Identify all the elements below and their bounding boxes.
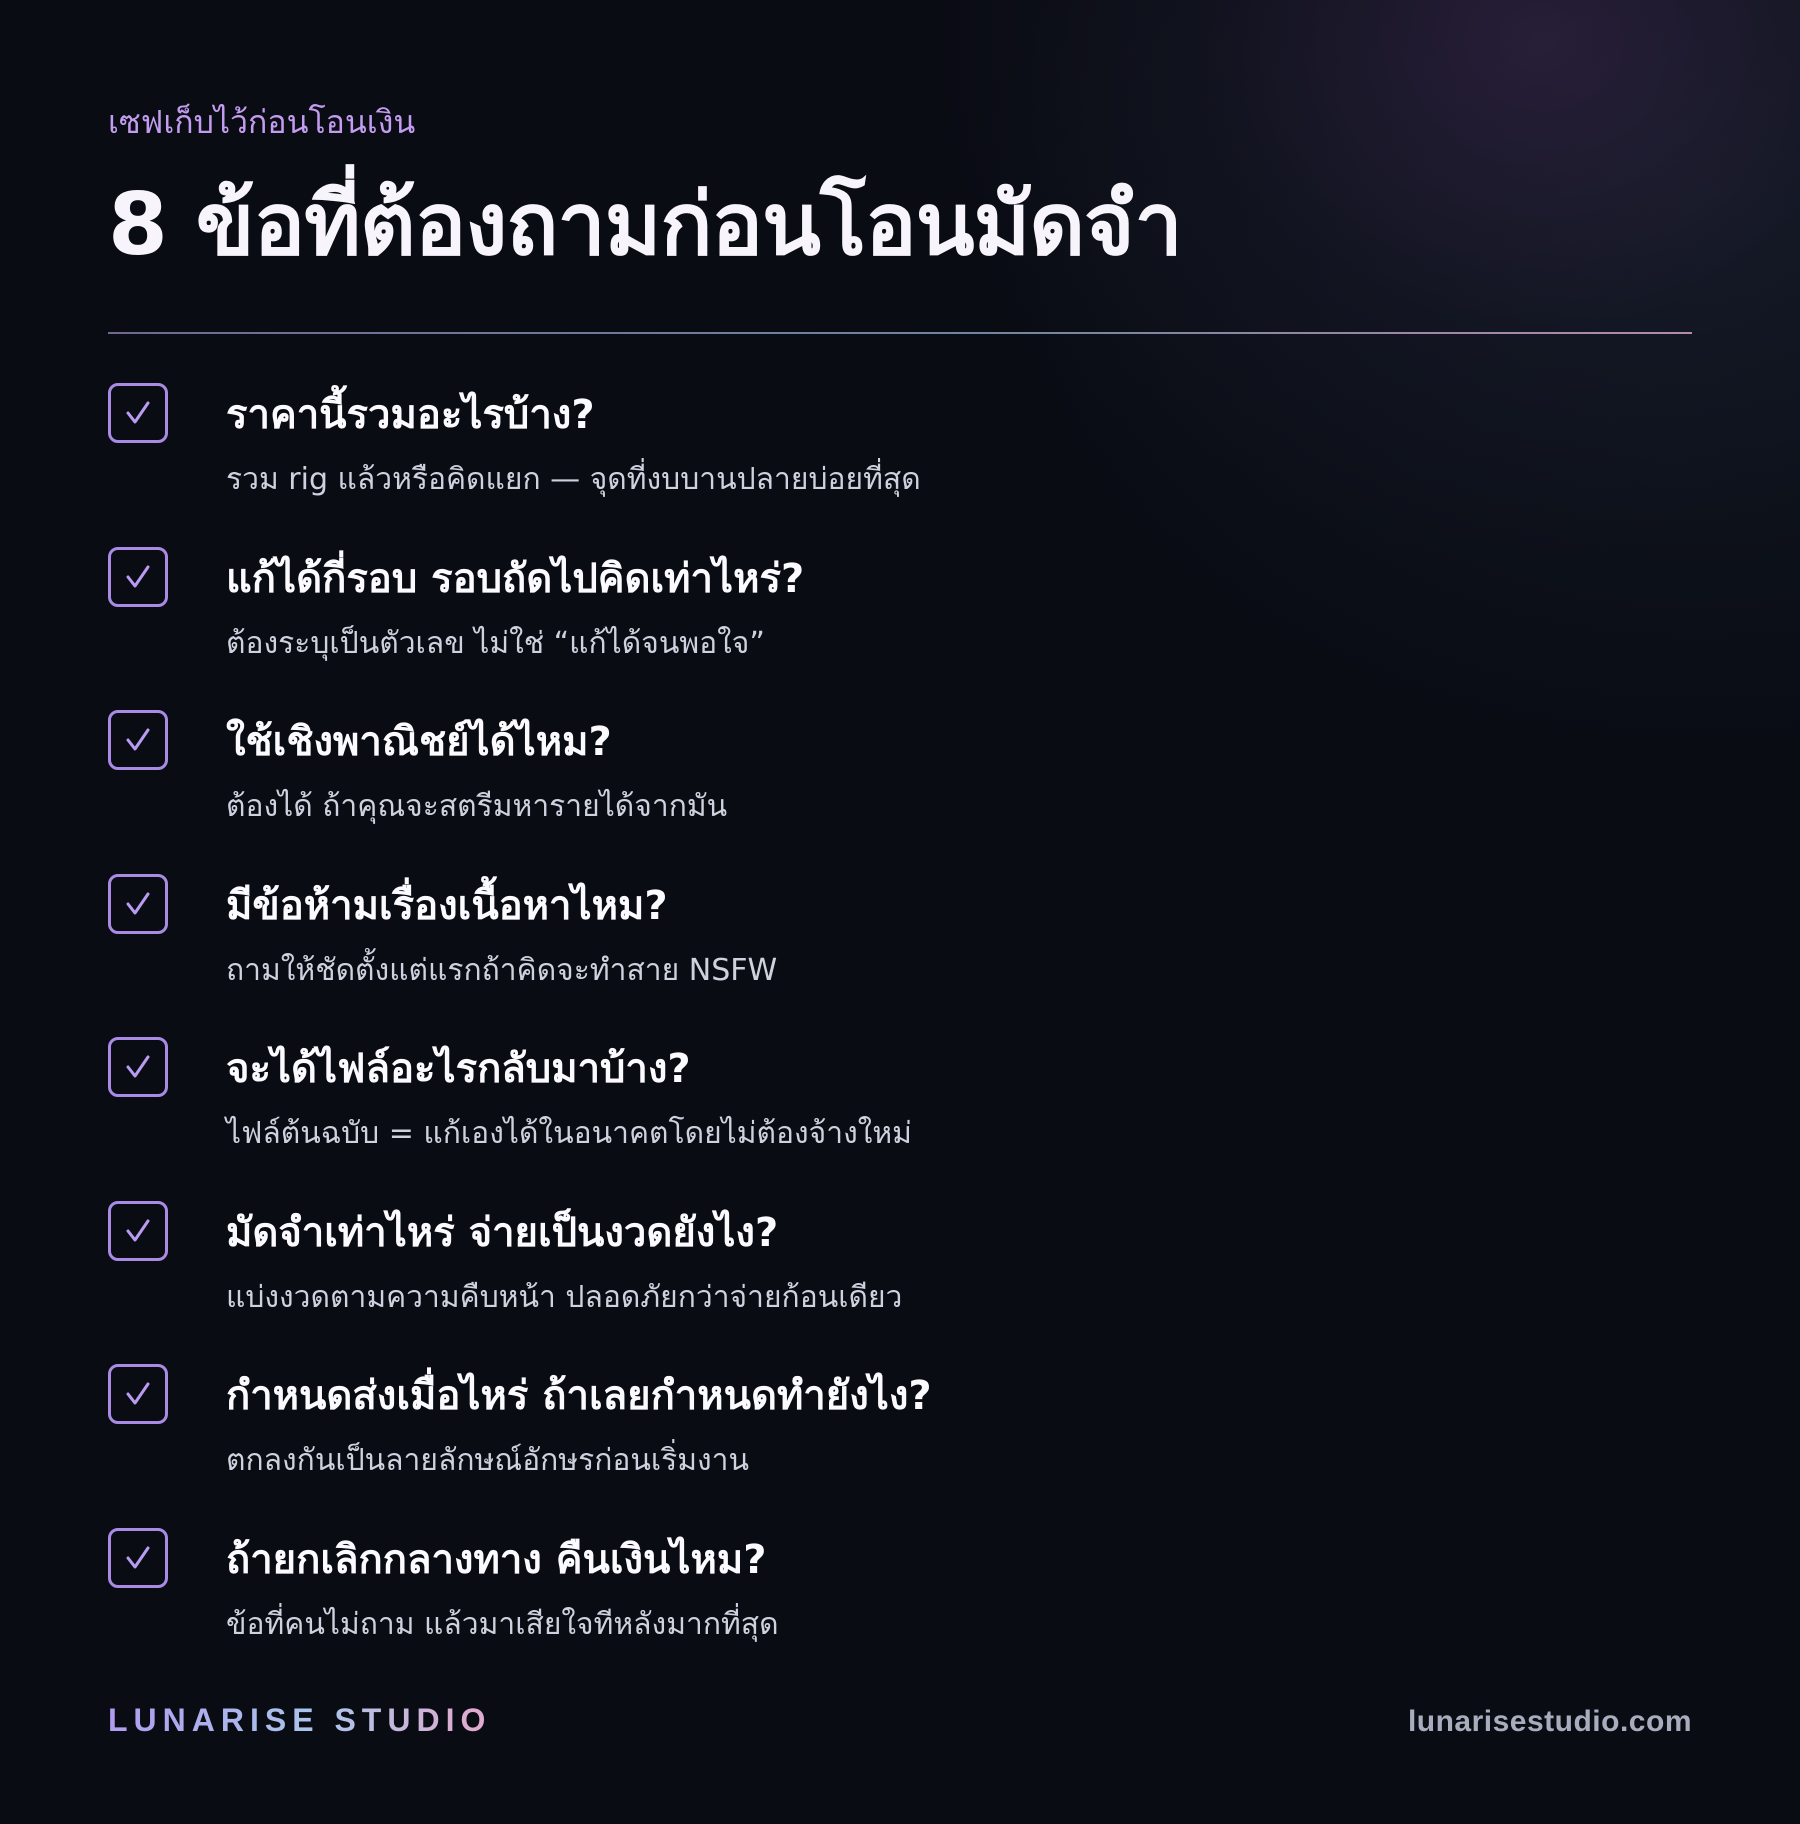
- checklist-item-title: แก้ได้กี่รอบ รอบถัดไปคิดเท่าไหร่?: [226, 555, 805, 602]
- checklist-item-title: ราคานี้รวมอะไรบ้าง?: [226, 392, 595, 438]
- check-icon: [108, 1037, 168, 1097]
- check-icon: [108, 383, 168, 443]
- brand-wordmark: LUNARISE STUDIO: [108, 1698, 491, 1742]
- eyebrow-text: เซฟเก็บไว้ก่อนโอนเงิน: [108, 103, 416, 141]
- checklist-item-description: ต้องระบุเป็นตัวเลข ไม่ใช่ “แก้ได้จนพอใจ”: [226, 625, 765, 661]
- checklist-item-title: มีข้อห้ามเรื่องเนื้อหาไหม?: [226, 882, 668, 929]
- check-icon: [108, 1201, 168, 1261]
- checklist-item-description: แบ่งงวดตามความคืบหน้า ปลอดภัยกว่าจ่ายก้อนเดียว: [226, 1279, 903, 1315]
- checklist-item-title: ถ้ายกเลิกกลางทาง คืนเงินไหม?: [226, 1536, 767, 1583]
- checklist-item-description: ตกลงกันเป็นลายลักษณ์อักษรก่อนเริ่มงาน: [226, 1443, 750, 1478]
- checklist-item-title: จะได้ไฟล์อะไรกลับมาบ้าง?: [226, 1046, 691, 1092]
- checklist-item-description: ถามให้ชัดตั้งแต่แรกถ้าคิดจะทำสาย NSFW: [226, 952, 778, 988]
- checklist-item-title: มัดจำเท่าไหร่ จ่ายเป็นงวดยังไง?: [226, 1209, 779, 1256]
- website-url: lunarisestudio.com: [1407, 1705, 1692, 1738]
- checklist-item-title: กำหนดส่งเมื่อไหร่ ถ้าเลยกำหนดทำยังไง?: [226, 1373, 932, 1419]
- checklist-item: [108, 710, 1692, 874]
- check-icon: [108, 1528, 168, 1588]
- page-title: 8 ข้อที่ต้องถามก่อนโอนมัดจำ: [108, 175, 1182, 275]
- checklist-item-title: ใช้เชิงพาณิชย์ได้ไหม?: [226, 719, 612, 765]
- check-icon: [108, 874, 168, 934]
- checklist-item-description: ต้องได้ ถ้าคุณจะสตรีมหารายได้จากมัน: [226, 789, 728, 824]
- checklist-item: [108, 547, 1692, 711]
- check-icon: [108, 710, 168, 770]
- checklist-item-description: รวม rig แล้วหรือคิดแยก — จุดที่งบบานปลายบ่อยที่สุด: [226, 462, 921, 497]
- checklist-item: [108, 383, 1692, 547]
- checklist-item: [108, 1528, 1692, 1692]
- checklist-item: [108, 1201, 1692, 1365]
- checklist-item: [108, 874, 1692, 1038]
- check-icon: [108, 547, 168, 607]
- checklist: [108, 383, 1692, 1691]
- checklist-item: [108, 1037, 1692, 1201]
- checklist-item-description: ข้อที่คนไม่ถาม แล้วมาเสียใจทีหลังมากที่สุด: [226, 1606, 779, 1642]
- check-icon: [108, 1364, 168, 1424]
- checklist-item: [108, 1364, 1692, 1528]
- header-divider: [108, 332, 1692, 334]
- checklist-item-description: ไฟล์ต้นฉบับ = แก้เองได้ในอนาคตโดยไม่ต้องจ้างใหม่: [226, 1116, 912, 1151]
